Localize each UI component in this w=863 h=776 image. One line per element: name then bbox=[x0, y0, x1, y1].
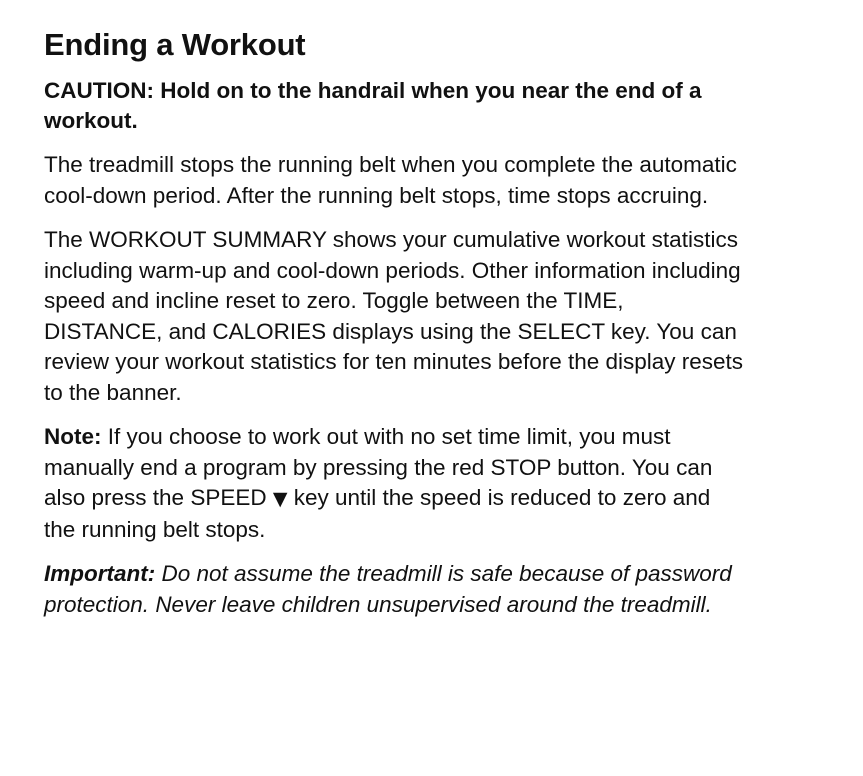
down-triangle-icon: ▼ bbox=[272, 488, 288, 510]
caution-paragraph: CAUTION: Hold on to the handrail when you near the end of a workout. bbox=[44, 78, 702, 133]
note-label: Note: bbox=[44, 424, 102, 449]
important-label: Important: bbox=[44, 561, 156, 586]
paragraph-workout-summary: The WORKOUT SUMMARY shows your cumulative workout statistics including warm-up and cool-down periods. Other information including speed and incline reset to zero. Toggle between the TIME, DISTANCE, and CALORIES displays using the SELECT key. You can review your workout statistics for ten minutes before the display resets to the banner. bbox=[44, 227, 744, 405]
note-text-before: If you choose to work out with no set time limit, you must manually end a program by pressing the red STOP button. You can also press the SPEED bbox=[44, 424, 713, 510]
important-paragraph bbox=[44, 559, 744, 620]
section-heading: Ending a Workout bbox=[44, 27, 306, 62]
note-paragraph bbox=[44, 422, 744, 545]
paragraph-belt-stop: The treadmill stops the running belt when you complete the automatic cool-down period. After the running belt stops, time stops accruing. bbox=[44, 152, 737, 208]
note-text-after: key until the speed is reduced to zero and the running belt stops. bbox=[44, 485, 711, 542]
document-page bbox=[44, 26, 744, 634]
important-text: Do not assume the treadmill is safe because of password protection. Never leave children unsupervised around the treadmill. bbox=[44, 561, 732, 617]
